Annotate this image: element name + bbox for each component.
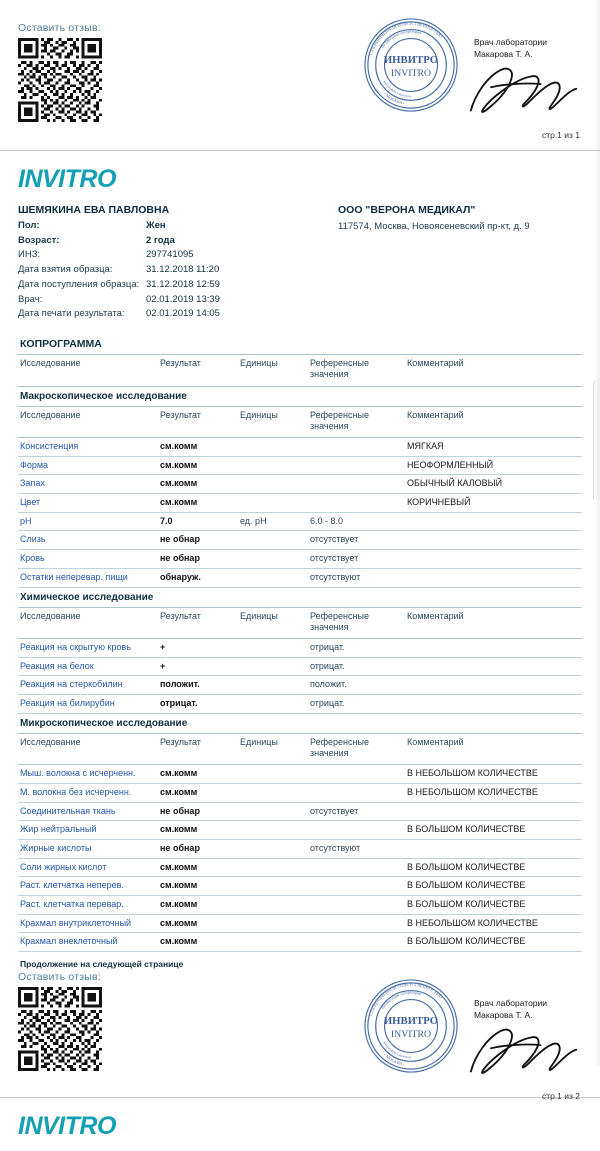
row-reference: отсутствует <box>308 531 405 550</box>
invitro-logo: INVITRO <box>18 1112 116 1141</box>
svg-text:ИНВИТРО: ИНВИТРО <box>383 54 439 67</box>
row-units <box>238 933 308 952</box>
section-title: Макроскопическое исследование <box>18 387 582 407</box>
table-row <box>18 695 582 714</box>
page-footer-top <box>0 0 600 150</box>
row-units <box>238 568 308 587</box>
row-result: см.комм <box>158 877 238 896</box>
row-units <box>238 802 308 821</box>
col-reference-line2: значения <box>310 748 349 759</box>
row-test: Жир нейтральный <box>18 821 158 840</box>
panel-header-table <box>18 355 582 387</box>
table-row <box>18 914 582 933</box>
svg-text:• МОСКВА •: • МОСКВА • <box>382 1052 406 1067</box>
patient-field-key: Дата поступления образца: <box>18 278 140 290</box>
col-units: Единицы <box>238 407 308 438</box>
col-result: Результат <box>158 608 238 639</box>
row-result: положит. <box>158 676 238 695</box>
row-result: см.комм <box>158 896 238 915</box>
row-result: отрицат. <box>158 695 238 714</box>
row-comment: МЯГКАЯ <box>405 438 582 457</box>
col-result: Результат <box>158 407 238 438</box>
row-comment: В БОЛЬШОМ КОЛИЧЕСТВЕ <box>405 933 582 952</box>
row-units <box>238 877 308 896</box>
table-row <box>18 438 582 457</box>
signature-icon <box>460 1011 584 1087</box>
row-units <box>238 456 308 475</box>
row-test: Крахмал внутриклеточный <box>18 914 158 933</box>
row-reference: отсутствует <box>308 550 405 569</box>
table-row <box>18 568 582 587</box>
row-comment <box>405 568 582 587</box>
table-row <box>18 512 582 531</box>
row-units <box>238 657 308 676</box>
patient-field-value: 02.01.2019 13:39 <box>146 293 220 305</box>
row-result: + <box>158 639 238 658</box>
col-reference-line1: Референсные <box>310 736 369 747</box>
row-reference <box>308 783 405 802</box>
row-test: М. волокна без исчерченн. <box>18 783 158 802</box>
table-row <box>18 531 582 550</box>
patient-field-key: Пол: <box>18 220 40 231</box>
row-reference <box>308 858 405 877</box>
row-comment: В НЕБОЛЬШОМ КОЛИЧЕСТВЕ <box>405 765 582 784</box>
row-result: обнаруж. <box>158 568 238 587</box>
doctor-name: Макарова Т. А. <box>474 49 533 60</box>
col-reference-line2: значения <box>310 369 349 380</box>
row-units <box>238 840 308 859</box>
continuation-note: Продолжение на следующей странице <box>20 959 184 970</box>
clinic-address: 117574, Москва, Новоясеневский пр-кт, д. 9 <box>338 221 530 232</box>
col-test: Исследование <box>18 734 158 765</box>
row-comment: В БОЛЬШОМ КОЛИЧЕСТВЕ <box>405 877 582 896</box>
report-header <box>18 204 582 322</box>
row-reference <box>308 438 405 457</box>
row-comment: КОРИЧНЕВЫЙ <box>405 494 582 513</box>
row-reference <box>308 494 405 513</box>
row-reference <box>308 896 405 915</box>
section-table-chemical <box>18 608 582 714</box>
row-comment <box>405 802 582 821</box>
table-row <box>18 657 582 676</box>
clinic-name: ООО "ВЕРОНА МЕДИКАЛ" <box>338 204 476 216</box>
doctor-title: Врач лаборатории <box>474 998 548 1009</box>
col-comment: Комментарий <box>405 355 582 386</box>
row-test: Мыш. волокна с исчерченн. <box>18 765 158 784</box>
table-header-row <box>18 734 582 765</box>
patient-field-key: Дата взятия образца: <box>18 264 113 276</box>
page-number-bottom: стр.1 из 2 <box>541 1091 580 1102</box>
row-reference <box>308 877 405 896</box>
signature-and-stamp-top <box>356 14 586 144</box>
patient-name: ШЕМЯКИНА ЕВА ПАВЛОВНА <box>18 204 170 216</box>
row-result: не обнар <box>158 531 238 550</box>
col-units: Единицы <box>238 355 308 386</box>
page-number-top: стр.1 из 1 <box>541 130 580 140</box>
row-reference <box>308 765 405 784</box>
invitro-logo: INVITRO <box>18 165 116 193</box>
row-comment: В БОЛЬШОМ КОЛИЧЕСТВЕ <box>405 821 582 840</box>
row-units <box>238 858 308 877</box>
patient-field-row <box>18 293 338 308</box>
table-row <box>18 858 582 877</box>
col-reference-line2: значения <box>310 420 349 431</box>
row-result: см.комм <box>158 456 238 475</box>
patient-field-value: 31.12.2018 12:59 <box>146 278 220 290</box>
patient-field-row <box>18 263 338 278</box>
row-test: Реакция на скрытую кровь <box>18 639 158 658</box>
col-reference <box>308 608 405 639</box>
patient-field-key: ИНЗ: <box>18 249 41 261</box>
table-row <box>18 783 582 802</box>
patient-field-row <box>18 234 338 249</box>
row-comment <box>405 695 582 714</box>
row-reference <box>308 914 405 933</box>
row-test: pH <box>18 512 158 531</box>
patient-field-value: 02.01.2019 14:05 <box>146 308 220 320</box>
row-units <box>238 695 308 714</box>
svg-text:Независимая лаборатория: Независимая лаборатория <box>380 990 422 1011</box>
row-units <box>238 896 308 915</box>
table-row <box>18 802 582 821</box>
patient-field-key: Дата печати результата: <box>18 308 125 320</box>
col-units: Единицы <box>238 608 308 639</box>
row-test: Соединительная ткань <box>18 802 158 821</box>
row-comment: В НЕБОЛЬШОМ КОЛИЧЕСТВЕ <box>405 914 582 933</box>
row-test: Крахмал внеклеточный <box>18 933 158 952</box>
patient-field-row <box>18 307 338 322</box>
col-comment: Комментарий <box>405 407 582 438</box>
svg-text:• МОСКВА •: • МОСКВА • <box>382 91 406 106</box>
row-comment: В БОЛЬШОМ КОЛИЧЕСТВЕ <box>405 896 582 915</box>
svg-text:Независимая лаборатория: Независимая лаборатория <box>380 29 422 50</box>
patient-field-row <box>18 219 338 234</box>
col-comment: Комментарий <box>405 734 582 765</box>
row-reference: отрицат. <box>308 639 405 658</box>
col-result: Результат <box>158 734 238 765</box>
section-table-macroscopic <box>18 407 582 588</box>
patient-field-value: Жен <box>146 220 166 231</box>
table-row <box>18 933 582 952</box>
row-result: + <box>158 657 238 676</box>
row-comment <box>405 531 582 550</box>
row-units <box>238 494 308 513</box>
row-result: см.комм <box>158 783 238 802</box>
row-units <box>238 676 308 695</box>
row-comment: В БОЛЬШОМ КОЛИЧЕСТВЕ <box>405 858 582 877</box>
svg-text:С ОГРАНИЧЕННОЙ ОТВЕТСТВЕННОСТЬ: С ОГРАНИЧЕННОЙ ОТВЕТСТВЕННОСТЬЮ <box>368 981 444 1017</box>
qr-code-icon[interactable] <box>18 987 102 1071</box>
page-footer-bottom <box>0 969 600 1102</box>
row-units <box>238 531 308 550</box>
row-units <box>238 783 308 802</box>
row-units <box>238 765 308 784</box>
qr-code-icon[interactable] <box>18 38 102 122</box>
row-reference: отрицат. <box>308 657 405 676</box>
row-comment <box>405 676 582 695</box>
table-header-row <box>18 608 582 639</box>
row-comment <box>405 550 582 569</box>
row-units <box>238 438 308 457</box>
row-test: Реакция на билирубин <box>18 695 158 714</box>
patient-field-key: Врач: <box>18 293 43 305</box>
next-page-preview <box>0 1098 600 1151</box>
patient-field-row <box>18 278 338 293</box>
lab-stamp-icon <box>362 16 460 114</box>
row-reference <box>308 456 405 475</box>
table-row <box>18 550 582 569</box>
table-row <box>18 896 582 915</box>
col-reference <box>308 407 405 438</box>
patient-field-value: 297741095 <box>146 249 194 261</box>
table-header-row <box>18 407 582 438</box>
clinic-info-block <box>338 204 582 322</box>
row-comment <box>405 512 582 531</box>
col-units: Единицы <box>238 734 308 765</box>
signature-icon <box>460 50 584 126</box>
row-result: см.комм <box>158 914 238 933</box>
row-test: Консистенция <box>18 438 158 457</box>
row-comment: НЕОФОРМЛЕННЫЙ <box>405 456 582 475</box>
row-result: см.комм <box>158 765 238 784</box>
table-row <box>18 676 582 695</box>
row-reference <box>308 933 405 952</box>
section-table-microscopic <box>18 734 582 952</box>
svg-text:ИНВИТРО: ИНВИТРО <box>383 1015 439 1028</box>
patient-field-value: 31.12.2018 11:20 <box>146 264 220 276</box>
row-test: Цвет <box>18 494 158 513</box>
row-test: Запах <box>18 475 158 494</box>
row-test: Форма <box>18 456 158 475</box>
table-row <box>18 877 582 896</box>
section-title: Химическое исследование <box>18 588 582 608</box>
svg-text:INVITRO: INVITRO <box>390 67 432 79</box>
table-row <box>18 765 582 784</box>
doctor-name: Макарова Т. А. <box>474 1010 533 1021</box>
row-units: ед. pH <box>238 512 308 531</box>
row-comment <box>405 840 582 859</box>
row-reference: отрицат. <box>308 695 405 714</box>
row-comment <box>405 639 582 658</box>
row-test: Остатки неперевар. пищи <box>18 568 158 587</box>
lab-stamp-icon <box>362 977 460 1075</box>
table-row <box>18 821 582 840</box>
row-comment <box>405 657 582 676</box>
row-result: см.комм <box>158 933 238 952</box>
row-result: см.комм <box>158 858 238 877</box>
svg-text:С ОГРАНИЧЕННОЙ ОТВЕТСТВЕННОСТЬ: С ОГРАНИЧЕННОЙ ОТВЕТСТВЕННОСТЬЮ <box>368 20 444 56</box>
col-reference-line1: Референсные <box>310 610 369 621</box>
row-units <box>238 639 308 658</box>
col-reference-line1: Референсные <box>310 409 369 420</box>
table-row <box>18 494 582 513</box>
row-test: Реакция на стеркобилин <box>18 676 158 695</box>
row-result: см.комм <box>158 821 238 840</box>
col-test: Исследование <box>18 355 158 386</box>
row-test: Кровь <box>18 550 158 569</box>
row-test: Раст. клетчатка неперев. <box>18 877 158 896</box>
patient-field-row <box>18 248 338 263</box>
col-reference <box>308 734 405 765</box>
paper-edge-decoration <box>593 379 600 499</box>
row-result: см.комм <box>158 438 238 457</box>
row-comment: ОБЫЧНЫЙ КАЛОВЫЙ <box>405 475 582 494</box>
row-test: Слизь <box>18 531 158 550</box>
col-result: Результат <box>158 355 238 386</box>
row-reference <box>308 821 405 840</box>
patient-info-block <box>18 204 338 322</box>
row-units <box>238 550 308 569</box>
panel-title: КОПРОГРАММА <box>18 334 582 355</box>
row-reference: отсутствуют <box>308 840 405 859</box>
row-units <box>238 475 308 494</box>
row-result: не обнар <box>158 802 238 821</box>
section-title: Микроскопическое исследование <box>18 714 582 734</box>
row-test: Реакция на белок <box>18 657 158 676</box>
row-units <box>238 914 308 933</box>
row-result: см.комм <box>158 475 238 494</box>
patient-field-key: Возраст: <box>18 234 60 246</box>
row-result: не обнар <box>158 840 238 859</box>
report-page <box>0 151 600 969</box>
svg-text:INVITRO: INVITRO <box>390 1028 432 1040</box>
row-reference: отсутствуют <box>308 568 405 587</box>
row-result: см.комм <box>158 494 238 513</box>
svg-text:Independent Laboratory: Independent Laboratory <box>382 79 412 99</box>
row-reference: положит. <box>308 676 405 695</box>
row-result: не обнар <box>158 550 238 569</box>
table-row <box>18 456 582 475</box>
row-test: Соли жирных кислот <box>18 858 158 877</box>
col-test: Исследование <box>18 608 158 639</box>
svg-text:Independent Laboratory: Independent Laboratory <box>382 1041 412 1060</box>
patient-field-value: 2 года <box>146 234 175 246</box>
row-test: Жирные кислоты <box>18 840 158 859</box>
row-reference: 6.0 - 8.0 <box>308 512 405 531</box>
row-comment: В НЕБОЛЬШОМ КОЛИЧЕСТВЕ <box>405 783 582 802</box>
col-reference <box>308 355 405 386</box>
col-reference-line2: значения <box>310 621 349 632</box>
table-row <box>18 475 582 494</box>
table-row <box>18 639 582 658</box>
table-row <box>18 840 582 859</box>
row-test: Раст. клетчатка перевар. <box>18 896 158 915</box>
row-result: 7.0 <box>158 512 238 531</box>
row-reference: отсутствует <box>308 802 405 821</box>
row-reference <box>308 475 405 494</box>
doctor-title: Врач лаборатории <box>474 37 548 47</box>
row-units <box>238 821 308 840</box>
col-test: Исследование <box>18 407 158 438</box>
feedback-label: Оставить отзыв: <box>18 22 101 34</box>
col-reference-line1: Референсные <box>310 358 369 369</box>
signature-and-stamp-bottom <box>356 975 586 1105</box>
feedback-label: Оставить отзыв: <box>18 971 101 984</box>
col-comment: Комментарий <box>405 608 582 639</box>
table-header-row <box>18 355 582 386</box>
